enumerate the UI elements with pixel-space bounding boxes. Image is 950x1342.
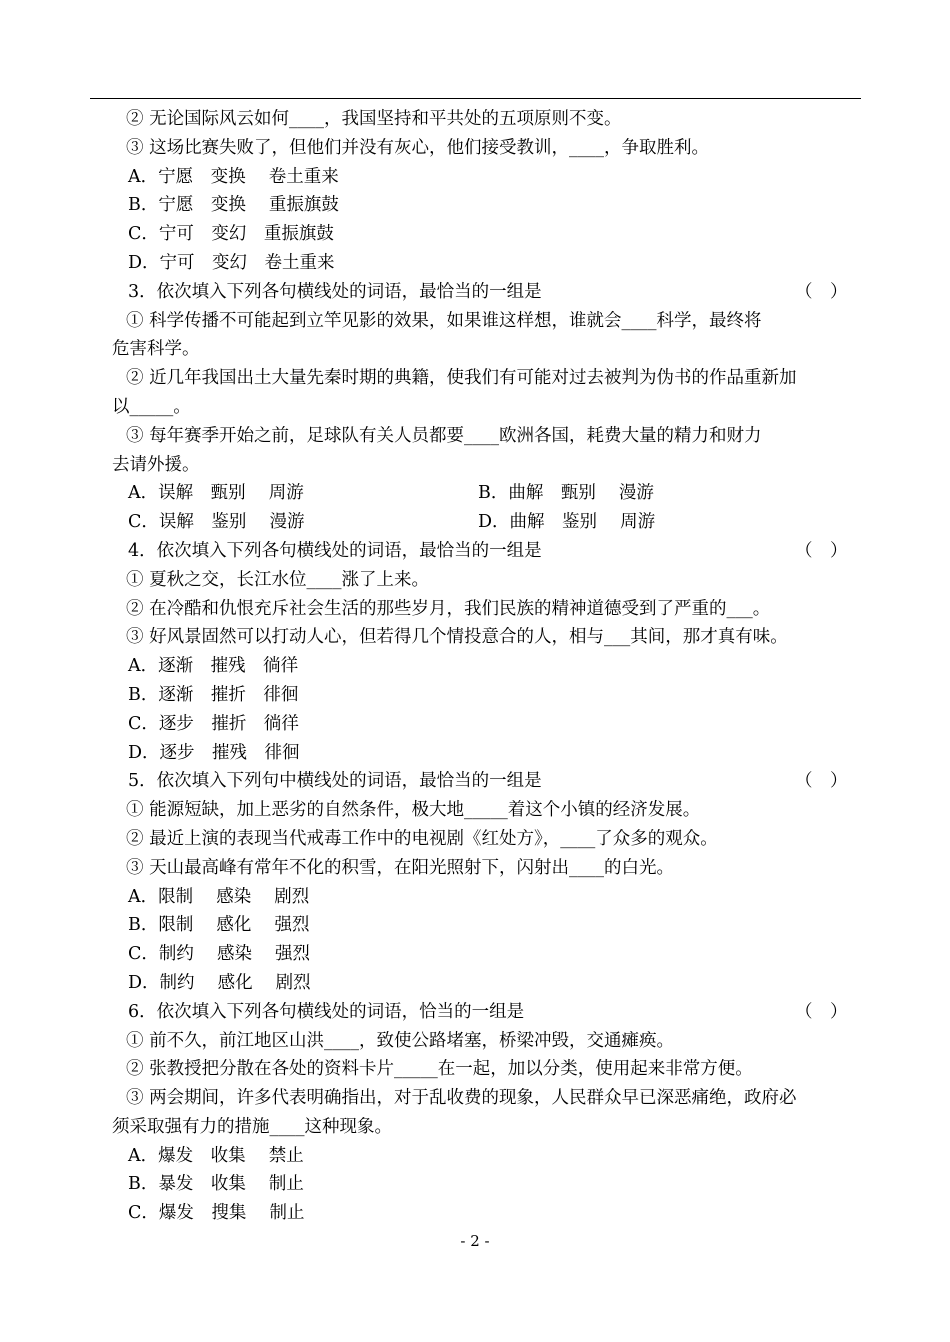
line-text: D．制约 感化 剧烈: [128, 972, 311, 993]
text-line: [112, 969, 864, 998]
text-line: [112, 566, 864, 595]
text-line: [112, 652, 864, 681]
line-text: B．宁愿 变换 重振旗鼓: [128, 195, 339, 216]
text-line: [112, 220, 864, 249]
option-left: A．误解 甄别 周游: [128, 483, 304, 504]
text-line: [112, 1142, 864, 1171]
text-line: [112, 134, 864, 163]
text-line: [112, 739, 864, 768]
line-text: 去请外援。: [112, 454, 200, 475]
text-line: [112, 1113, 864, 1142]
line-text: D．逐步 摧残 徘徊: [128, 742, 300, 763]
text-line: [112, 191, 864, 220]
text-line: [112, 307, 864, 336]
line-text: ③ 好风景固然可以打动人心，但若得几个情投意合的人，相与___其间，那才真有味。: [126, 627, 788, 648]
line-text: A．逐渐 摧残 徜徉: [128, 656, 299, 677]
text-line: [112, 1199, 864, 1228]
text-line: [112, 623, 864, 652]
line-text: ② 最近上演的表现当代戒毒工作中的电视剧《红处方》，____了众多的观众。: [126, 828, 718, 849]
option-right: D．曲解 鉴别 周游: [478, 512, 656, 533]
question-content: [112, 105, 864, 1228]
line-text: ② 无论国际风云如何____，我国坚持和平共处的五项原则不变。: [126, 109, 622, 129]
text-line: [112, 883, 864, 912]
line-text: ③ 这场比赛失败了，但他们并没有灰心，他们接受教训，____，争取胜利。: [126, 137, 710, 158]
line-text: 3．依次填入下列各句横线处的词语，最恰当的一组是: [128, 281, 542, 302]
text-line: [112, 393, 864, 422]
text-line: [112, 508, 864, 537]
line-text: ② 近几年我国出土大量先秦时期的典籍，使我们有可能对过去被判为伪书的作品重新加: [126, 368, 797, 389]
answer-parentheses: （ ）: [795, 540, 848, 561]
text-line: [112, 451, 864, 480]
line-text: C．制约 感染 强烈: [128, 944, 311, 965]
line-text: ① 科学传播不可能起到立竿见影的效果，如果谁这样想，谁就会____科学，最终将: [126, 310, 762, 331]
text-line: [112, 163, 864, 192]
text-line: [112, 105, 864, 134]
header-rule: [90, 98, 861, 99]
line-text: 6．依次填入下列各句横线处的词语，恰当的一组是: [128, 1001, 525, 1022]
text-line: [112, 796, 864, 825]
text-line: [112, 767, 864, 796]
option-right: B．曲解 甄别 漫游: [478, 483, 654, 504]
line-text: ② 张教授把分散在各处的资料卡片_____在一起，加以分类，使用起来非常方便。: [126, 1059, 753, 1080]
line-text: D．宁可 变幻 卷土重来: [128, 252, 335, 273]
line-text: A．爆发 收集 禁止: [128, 1145, 304, 1166]
text-line: [112, 854, 864, 883]
text-line: [112, 249, 864, 278]
line-text: C．爆发 搜集 制止: [128, 1203, 305, 1224]
line-text: C．逐步 摧折 徜徉: [128, 713, 299, 734]
text-line: [112, 1084, 864, 1113]
answer-parentheses: （ ）: [795, 1001, 848, 1022]
line-text: ① 能源短缺，加上恶劣的自然条件，极大地_____着这个小镇的经济发展。: [126, 800, 701, 821]
text-line: [112, 710, 864, 739]
text-line: [112, 825, 864, 854]
line-text: 以_____。: [112, 396, 191, 417]
text-line: [112, 595, 864, 624]
text-line: [112, 1170, 864, 1199]
text-line: [112, 537, 864, 566]
text-line: [112, 681, 864, 710]
line-text: B．暴发 收集 制止: [128, 1174, 304, 1195]
text-line: [112, 422, 864, 451]
page-number: - 2 -: [460, 1232, 490, 1250]
line-text: 须采取强有力的措施____这种现象。: [112, 1116, 392, 1137]
text-line: [112, 479, 864, 508]
line-text: B．限制 感化 强烈: [128, 915, 310, 936]
text-line: [112, 335, 864, 364]
text-line: [112, 1027, 864, 1056]
text-line: [112, 278, 864, 307]
line-text: 4．依次填入下列各句横线处的词语，最恰当的一组是: [128, 540, 542, 561]
line-text: A．限制 感染 剧烈: [128, 886, 310, 907]
line-text: ① 前不久，前江地区山洪____，致使公路堵塞，桥梁冲毁，交通瘫痪。: [126, 1030, 675, 1051]
line-text: ② 在冷酷和仇恨充斥社会生活的那些岁月，我们民族的精神道德受到了严重的___。: [126, 598, 771, 619]
line-text: ③ 天山最高峰有常年不化的积雪，在阳光照射下，闪射出____的白光。: [126, 857, 675, 878]
text-line: [112, 911, 864, 940]
line-text: ① 夏秋之交，长江水位____涨了上来。: [126, 569, 430, 590]
line-text: ③ 每年赛季开始之前，足球队有关人员都要____欧洲各国，耗费大量的精力和财力: [126, 425, 762, 446]
answer-parentheses: （ ）: [795, 771, 848, 792]
option-left: C．误解 鉴别 漫游: [128, 512, 305, 533]
text-line: [112, 998, 864, 1027]
text-line: [112, 940, 864, 969]
line-text: A．宁愿 变换 卷土重来: [128, 166, 339, 187]
line-text: C．宁可 变幻 重振旗鼓: [128, 224, 334, 245]
answer-parentheses: （ ）: [795, 281, 848, 302]
text-line: [112, 1055, 864, 1084]
line-text: 5．依次填入下列句中横线处的词语，最恰当的一组是: [128, 771, 542, 792]
line-text: B．逐渐 摧折 徘徊: [128, 684, 299, 705]
line-text: 危害科学。: [112, 339, 200, 360]
line-text: ③ 两会期间，许多代表明确指出，对于乱收费的现象，人民群众早已深恶痛绝，政府必: [126, 1088, 797, 1109]
text-line: [112, 364, 864, 393]
